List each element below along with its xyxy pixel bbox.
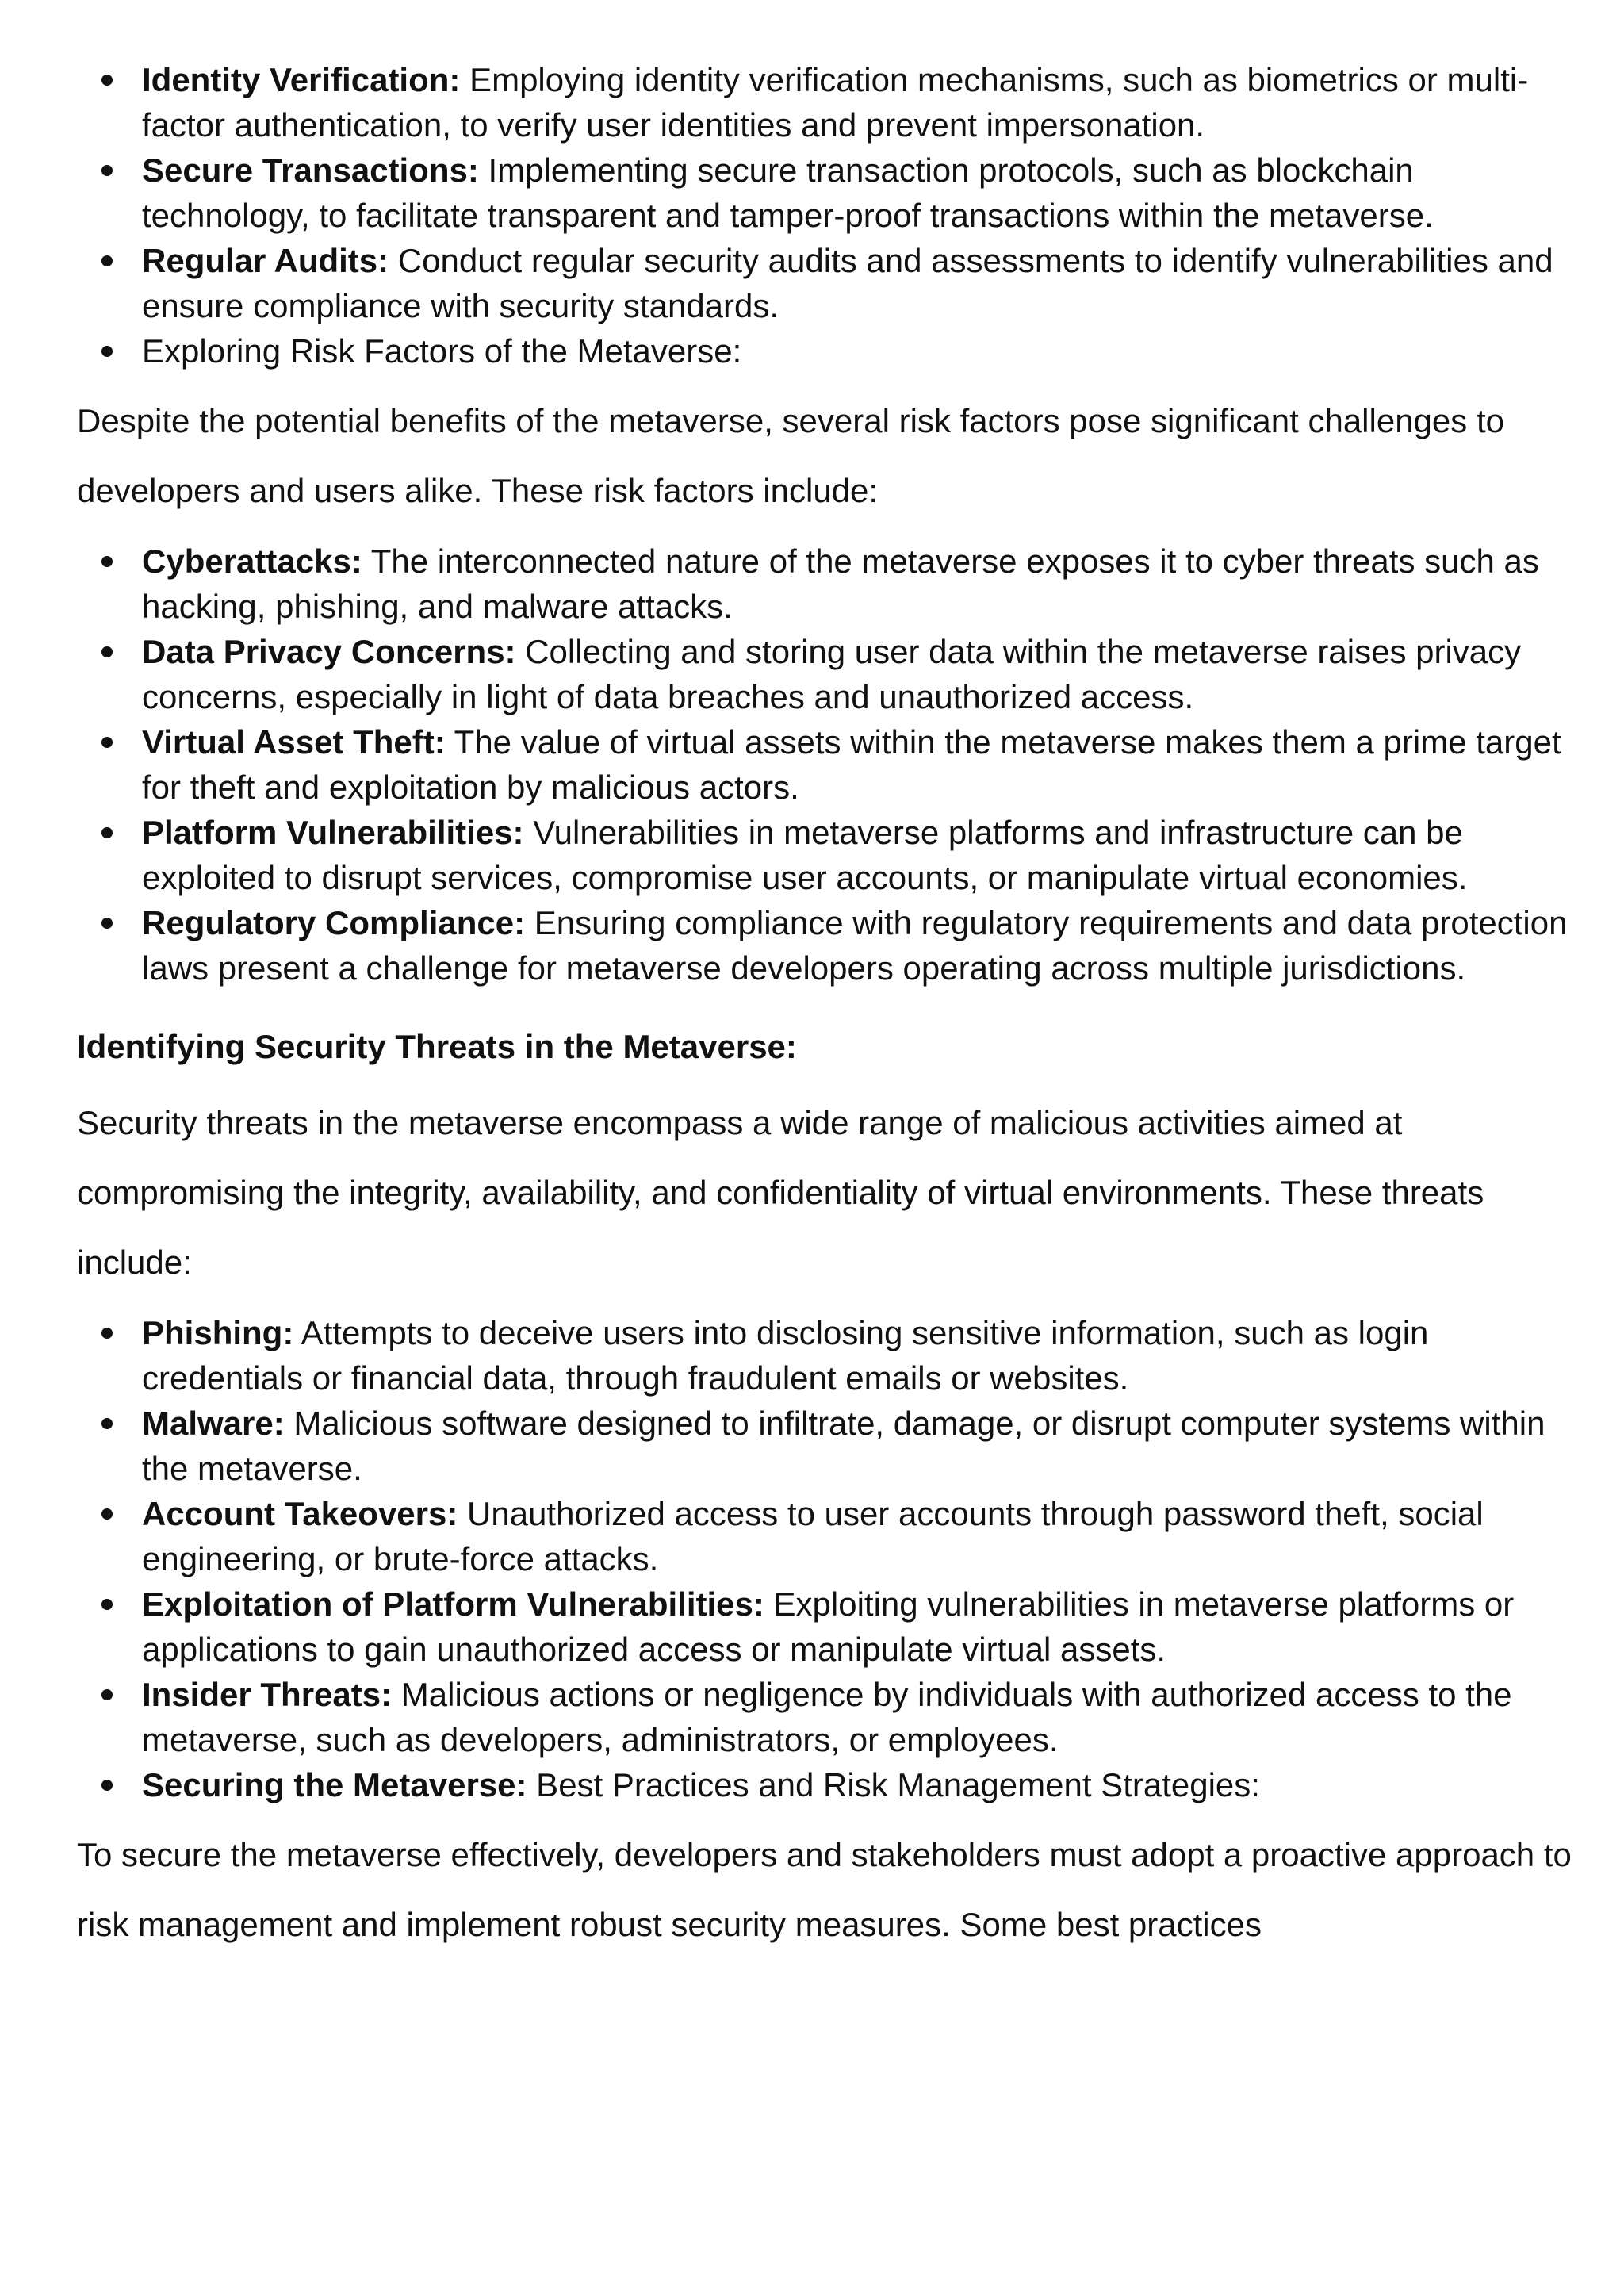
- list-item-term: Insider Threats:: [142, 1676, 393, 1713]
- list-item: [142, 1401, 1576, 1491]
- list-item-term: Data Privacy Concerns:: [142, 633, 516, 670]
- list-item-term: Secure Transactions:: [142, 151, 479, 189]
- risk-factors-list: [77, 539, 1576, 991]
- list-item: [142, 1581, 1576, 1672]
- list-item: [142, 719, 1576, 810]
- security-measures-list: [77, 0, 1576, 374]
- list-item-text: The value of virtual assets within the metaverse makes them a prime target for theft and exploitation by malicious actors.: [142, 723, 1561, 806]
- list-item-term: Cyberattacks:: [142, 542, 362, 580]
- list-item-text: Exploring Risk Factors of the Metaverse:: [142, 332, 742, 370]
- list-item: [142, 629, 1576, 719]
- security-threats-intro: Security threats in the metaverse encompass a wide range of malicious activities aimed at compromising the integrity, availability, and confidentiality of virtual environments. These threats include:: [77, 1104, 1484, 1281]
- list-item-text: Collecting and storing user data within the metaverse raises privacy concerns, especially in light of data breaches and unauthorized access.: [142, 633, 1522, 715]
- list-item-text: Conduct regular security audits and assessments to identify vulnerabilities and ensure compliance with security standards.: [142, 242, 1553, 324]
- list-item: [142, 328, 1576, 374]
- list-item-text: Exploiting vulnerabilities in metaverse platforms or applications to gain unauthorized access or manipulate virtual assets.: [142, 1585, 1515, 1668]
- list-item-text: Malicious actions or negligence by individuals with authorized access to the metaverse, such as developers, administrators, or employees.: [142, 1676, 1512, 1758]
- list-item-term: Identity Verification:: [142, 61, 461, 98]
- list-item: [142, 1310, 1576, 1401]
- list-item: [142, 900, 1576, 991]
- best-practices-intro: To secure the metaverse effectively, developers and stakeholders must adopt a proactive approach to risk management and implement robust security measures. Some best practices: [77, 1836, 1572, 1943]
- list-item-term: Platform Vulnerabilities:: [142, 814, 524, 851]
- list-item-term: Regulatory Compliance:: [142, 904, 526, 941]
- list-item-text: Best Practices and Risk Management Strategies:: [527, 1766, 1260, 1803]
- list-item: [142, 810, 1576, 900]
- list-item-text: Attempts to deceive users into disclosing sensitive information, such as login credentials or financial data, through fraudulent emails or websites.: [142, 1314, 1429, 1397]
- list-item: [142, 57, 1576, 148]
- risk-factors-intro: Despite the potential benefits of the metaverse, several risk factors pose significant challenges to developers and users alike. These risk factors include:: [77, 402, 1504, 509]
- list-item-text: Unauthorized access to user accounts through password theft, social engineering, or brute-force attacks.: [142, 1495, 1484, 1577]
- list-item: [142, 539, 1576, 629]
- list-item: [142, 148, 1576, 238]
- section-heading: Identifying Security Threats in the Metaverse:: [77, 1028, 797, 1065]
- list-item: [142, 1762, 1576, 1807]
- list-item-text: Malicious software designed to infiltrate, damage, or disrupt computer systems within the metaverse.: [142, 1405, 1545, 1487]
- list-item-text: Ensuring compliance with regulatory requirements and data protection laws present a challenge for metaverse developers operating across multiple jurisdictions.: [142, 904, 1568, 987]
- list-item-text: Employing identity verification mechanisms, such as biometrics or multi-factor authentication, to verify user identities and prevent impersonation.: [142, 61, 1529, 144]
- list-item-text: Implementing secure transaction protocols, such as blockchain technology, to facilitate transparent and tamper-proof transactions within the metaverse.: [142, 151, 1434, 234]
- list-item-term: Regular Audits:: [142, 242, 389, 279]
- list-item-term: Account Takeovers:: [142, 1495, 458, 1532]
- list-item-term: Phishing:: [142, 1314, 294, 1351]
- list-item-term: Exploitation of Platform Vulnerabilities:: [142, 1585, 764, 1623]
- list-item: [142, 1491, 1576, 1581]
- list-item-term: Securing the Metaverse:: [142, 1766, 527, 1803]
- list-item-text: The interconnected nature of the metaverse exposes it to cyber threats such as hacking, phishing, and malware attacks.: [142, 542, 1539, 625]
- security-threats-list: [77, 1310, 1576, 1807]
- list-item-term: Virtual Asset Theft:: [142, 723, 446, 761]
- list-item: [142, 238, 1576, 328]
- list-item-text: Vulnerabilities in metaverse platforms and infrastructure can be exploited to disrupt services, compromise user accounts, or manipulate virtual economies.: [142, 814, 1468, 896]
- list-item-term: Malware:: [142, 1405, 285, 1442]
- list-item: [142, 1672, 1576, 1762]
